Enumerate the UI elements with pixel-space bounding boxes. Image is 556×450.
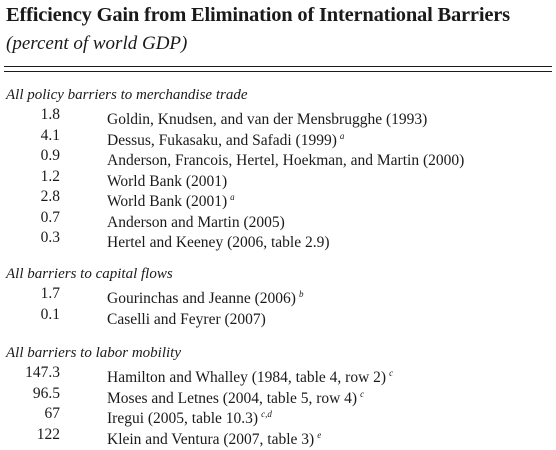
table-row (0, 363, 556, 384)
footnote-marker: a (230, 192, 235, 202)
gain-value: 1.2 (0, 167, 60, 188)
section-heading: All barriers to labor mobility (0, 343, 556, 363)
gain-value: 1.7 (0, 284, 60, 305)
study-source: Moses and Letnes (2004, table 5, row 4) $^c$ (107, 384, 364, 410)
gain-value: 122 (0, 425, 60, 446)
table-row (0, 208, 556, 229)
section-heading: All policy barriers to merchandise trade (0, 85, 556, 105)
top-rule (4, 66, 552, 67)
footnote-marker: a (340, 131, 345, 141)
table-row (0, 384, 556, 405)
study-source: Anderson, Francois, Hertel, Hoekman, and Martin (2000) (107, 146, 467, 172)
study-source: Goldin, Knudsen, and van der Mensbrugghe (1993) (107, 105, 430, 131)
gain-value: 147.3 (0, 363, 60, 384)
gain-value: 4.1 (0, 126, 60, 147)
gain-value: 96.5 (0, 384, 60, 405)
study-source: Iregui (2005, table 10.3) $^{c,d}$ (107, 404, 272, 430)
study-source: Klein and Ventura (2007, table 3) $^e$ (107, 425, 321, 450)
section-heading: All barriers to capital flows (0, 264, 556, 284)
study-source: Hamilton and Whalley (1984, table 4, row 2) $^c$ (107, 363, 393, 389)
study-source: Caselli and Feyrer (2007) (107, 305, 269, 331)
table-row (0, 187, 556, 208)
section-capital (0, 264, 556, 325)
gain-value: 2.8 (0, 187, 60, 208)
footnote-marker: c (360, 389, 364, 399)
table-row (0, 167, 556, 188)
footnote-marker: c (389, 368, 393, 378)
gain-value: 0.3 (0, 228, 60, 249)
table-row (0, 305, 556, 326)
study-source: Anderson and Martin (2005) (107, 208, 288, 234)
table-row (0, 126, 556, 147)
table-row (0, 284, 556, 305)
footnote-marker: e (317, 430, 321, 440)
table-row (0, 425, 556, 446)
section-trade (0, 85, 556, 249)
footnote-marker: b (299, 289, 304, 299)
study-source: Hertel and Keeney (2006, table 2.9) (107, 228, 333, 254)
gain-value: 1.8 (0, 105, 60, 126)
table-row (0, 146, 556, 167)
study-source: World Bank (2001) $^a$ (107, 187, 235, 213)
study-source: Dessus, Fukasaku, and Safadi (1999) $^a$ (107, 126, 344, 152)
gain-value: 0.9 (0, 146, 60, 167)
table-row (0, 105, 556, 126)
footnote-marker: c,d (261, 409, 272, 419)
study-source: Gourinchas and Jeanne (2006) $^b$ (107, 284, 303, 310)
study-source: World Bank (2001) (107, 167, 230, 193)
gain-value: 0.1 (0, 305, 60, 326)
table-title: Efficiency Gain from Elimination of International Barriers (6, 4, 510, 27)
section-labor (0, 343, 556, 445)
table-row (0, 404, 556, 425)
gain-value: 67 (0, 404, 60, 425)
top-rule-double (4, 71, 552, 72)
table-subtitle: (percent of world GDP) (6, 33, 187, 55)
gain-value: 0.7 (0, 208, 60, 229)
table-row (0, 228, 556, 249)
